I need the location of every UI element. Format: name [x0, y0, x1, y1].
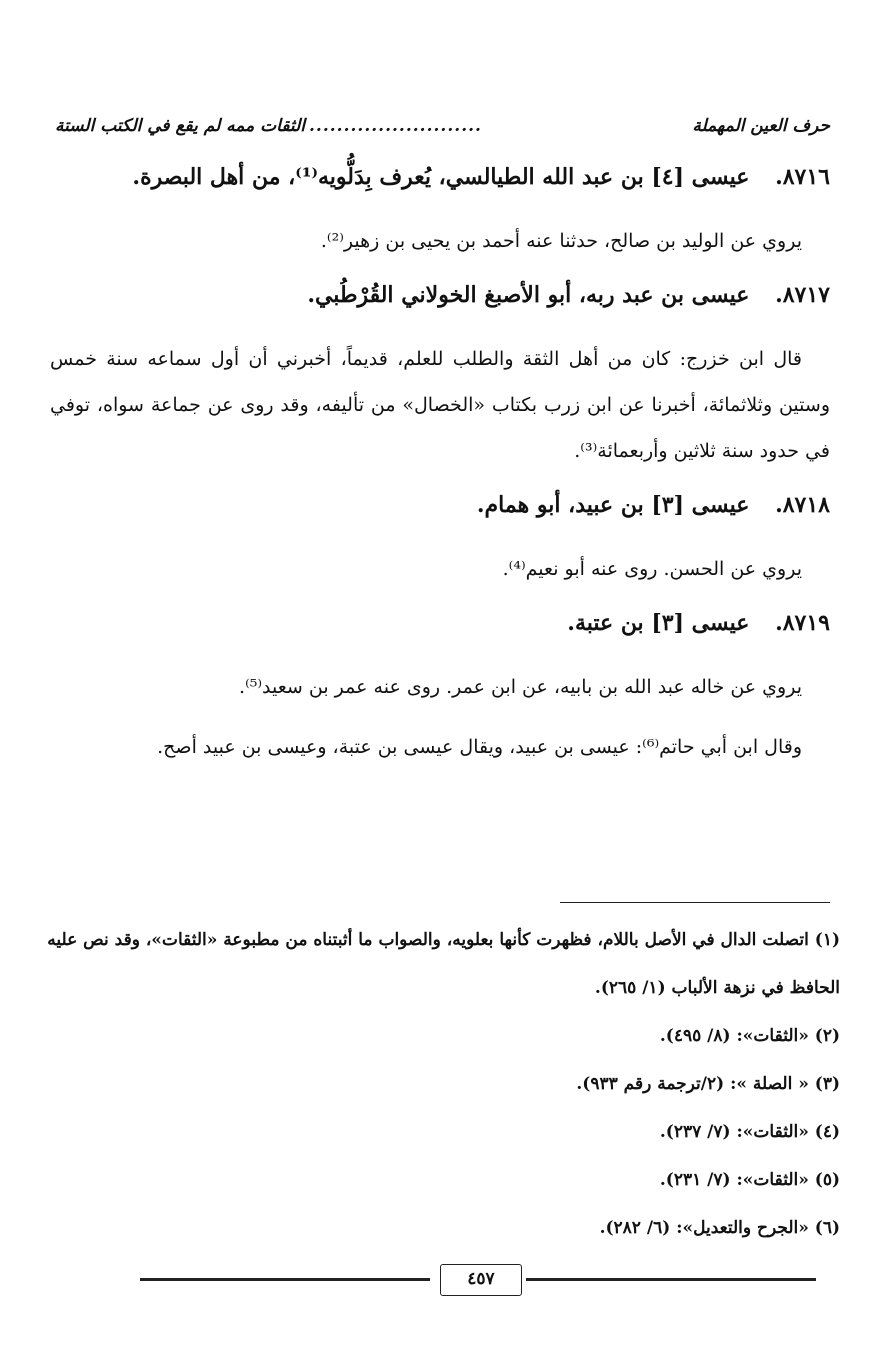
entry-heading	[50, 160, 830, 194]
entry-paragraph: يروي عن الوليد بن صالح، حدثنا عنه أحمد بن يحيى بن زهير⁽²⁾.	[320, 230, 802, 252]
entry-number: ٨٧١٧.	[775, 282, 830, 308]
footnote: (٥) «الثقات»: (٧/ ٢٣١).	[659, 1170, 840, 1190]
entry-number: ٨٧١٩.	[775, 610, 830, 636]
main-text	[50, 160, 830, 770]
entry-paragraph: قال ابن خزرج: كان من أهل الثقة والطلب للعلم، قديماً، أخبرني أن أول سماعه سنة خمس وستين وثلاثمائة، أخبرنا عن ابن زرب بكتاب «الخصال» من تأليفه، وقد روى عن جماعة سواه، توفي في حدود سنة ثلاثين وأربعمائة⁽³⁾.	[50, 348, 830, 462]
footnotes	[45, 916, 840, 1252]
bottom-rule-right	[526, 1278, 816, 1281]
page-number: ٤٥٧	[440, 1264, 522, 1296]
entry-title: عيسى [٣] بن عبيد، أبو همام.	[476, 492, 750, 518]
entry-paragraph: يروي عن الحسن. روى عنه أبو نعيم⁽⁴⁾.	[502, 558, 802, 580]
entry-title: عيسى [٤] بن عبد الله الطيالسي، يُعرف بِدَلُّويه⁽¹⁾، من أهل البصرة.	[132, 164, 750, 190]
entry-paragraph: وقال ابن أبي حاتم⁽⁶⁾: عيسى بن عبيد، ويقال عيسى بن عتبة، وعيسى بن عبيد أصح.	[157, 736, 802, 758]
footnote: (٦) «الجرح والتعديل»: (٦/ ٢٨٢).	[599, 1218, 840, 1238]
entry-number: ٨٧١٦.	[775, 164, 830, 190]
footnote-separator	[560, 902, 830, 903]
footnote: (٢) «الثقات»: (٨/ ٤٩٥).	[659, 1026, 840, 1046]
footnote: (١) اتصلت الدال في الأصل باللام، فظهرت كأنها بعلويه، والصواب ما أثبتناه من مطبوعة «الثقات»، وقد نص عليه الحافظ في نزهة الألباب (١/ ٢٦٥).	[47, 930, 840, 998]
entry-heading	[50, 278, 830, 312]
entry-paragraph: يروي عن خاله عبد الله بن بابيه، عن ابن عمر. روى عنه عمر بن سعيد⁽⁵⁾.	[239, 676, 802, 698]
footnote: (٣) « الصلة »: (٢/ترجمة رقم ٩٣٣).	[576, 1074, 840, 1094]
entry-number: ٨٧١٨.	[775, 492, 830, 518]
running-head-dots: .........................	[308, 116, 482, 136]
running-head	[55, 112, 830, 140]
entry-heading	[50, 606, 830, 640]
entry-title: عيسى [٣] بن عتبة.	[567, 610, 750, 636]
running-head-section: حرف العين المهملة	[692, 116, 830, 136]
entry-title: عيسى بن عبد ربه، أبو الأصبغ الخولاني القُرْطُبي.	[307, 282, 750, 308]
entry-heading	[50, 488, 830, 522]
running-head-title: الثقات ممه لم يقع في الكتب الستة	[55, 116, 305, 136]
footnote: (٤) «الثقات»: (٧/ ٢٣٧).	[659, 1122, 840, 1142]
bottom-rule-left	[140, 1278, 430, 1281]
